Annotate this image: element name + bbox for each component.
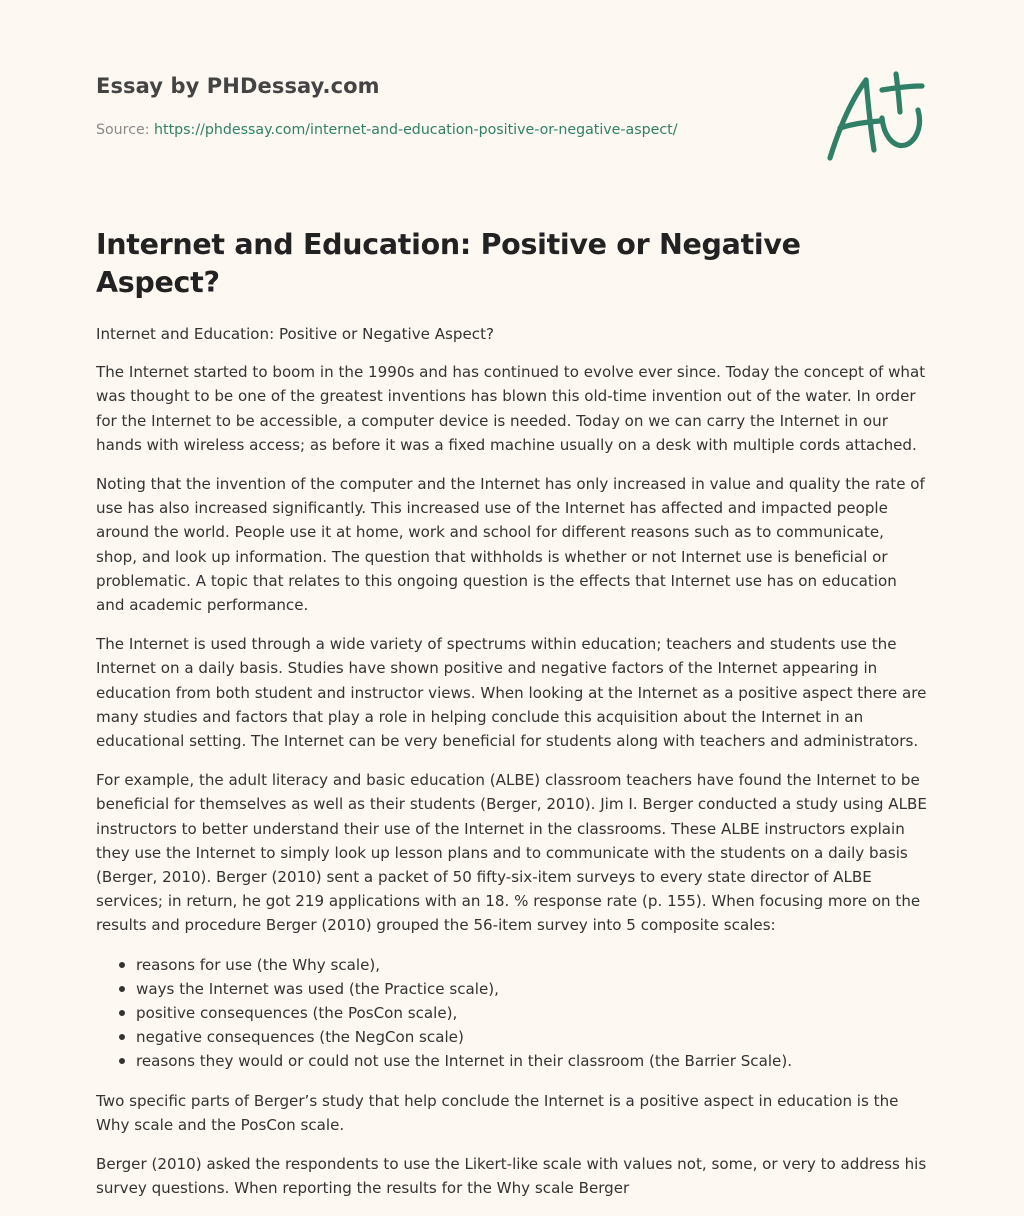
- essay-paragraph: Noting that the invention of the computer and the Internet has only increased in value and quality the rate of use has also increased significantly. This increased use of the Internet has affected and impacted people around the world. People use it at home, work and school for different reasons such as to communicate, shop, and look up information. The question that withholds is whether or not Internet use is beneficial or problematic. A topic that relates to this ongoing question is the effects that Internet use has on education and academic performance.: [96, 475, 925, 615]
- essay-paragraph: Two specific parts of Berger’s study that help conclude the Internet is a positive aspect in education is the Why scale and the PosCon scale.: [96, 1091, 899, 1134]
- essay-title: Internet and Education: Positive or Negative Aspect?: [96, 228, 801, 299]
- list-item: negative consequences (the NegCon scale): [136, 1025, 928, 1049]
- essay-subtitle: Internet and Education: Positive or Negative Aspect?: [96, 325, 494, 343]
- a-plus-logo-icon: [822, 66, 930, 166]
- list-item: reasons they would or could not use the Internet in their classroom (the Barrier Scale).: [136, 1049, 928, 1073]
- source-label: Source:: [96, 122, 155, 138]
- list-item: ways the Internet was used (the Practice scale),: [136, 977, 928, 1001]
- essay-paragraph: The Internet is used through a wide variety of spectrums within education; teachers and students use the Internet on a daily basis. Studies have shown positive and negative factors of the Internet appearing in education from both student and instructor views. When looking at the Internet as a positive aspect there are many studies and factors that play a role in helping conclude this acquisition about the Internet in an educational setting. The Internet can be very beneficial for students along with teachers and administrators.: [96, 635, 927, 751]
- source-link[interactable]: https://phdessay.com/internet-and-education-positive-or-negative-aspect/: [154, 122, 678, 138]
- essay-paragraph: The Internet started to boom in the 1990s and has continued to evolve ever since. Today the concept of what was thought to be one of the greatest inventions has blown this old-time invention out of the water. In order for the Internet to be accessible, a computer device is needed. Today on we can carry the Internet in our hands with wireless access; as before it was a fixed machine usually on a desk with multiple cords attached.: [96, 363, 926, 454]
- composite-scales-list: [96, 953, 928, 1074]
- list-item: positive consequences (the PosCon scale),: [136, 1001, 928, 1025]
- page-header: [96, 74, 796, 138]
- source-line: [96, 122, 796, 138]
- list-item: reasons for use (the Why scale),: [136, 953, 928, 977]
- essay-paragraph: For example, the adult literacy and basic education (ALBE) classroom teachers have found the Internet to be beneficial for themselves as well as their students (Berger, 2010). Jim I. Berger conducted a study using ALBE instructors to better understand their use of the Internet in the classrooms. These ALBE instructors explain they use the Internet to simply look up lesson plans and to communicate with the students on a daily basis (Berger, 2010). Berger (2010) sent a packet of 50 fifty-six-item surveys to every state director of ALBE services; in return, he got 219 applications with an 18. % response rate (p. 155). When focusing more on the results and procedure Berger (2010) grouped the 56-item survey into 5 composite scales:: [96, 771, 927, 935]
- essay-content: [96, 226, 928, 1216]
- essay-paragraph: Berger (2010) asked the respondents to use the Likert-like scale with values not, some, or very to address his survey questions. When reporting the results for the Why scale Berger: [96, 1155, 927, 1198]
- site-title: Essay by PHDessay.com: [96, 74, 380, 98]
